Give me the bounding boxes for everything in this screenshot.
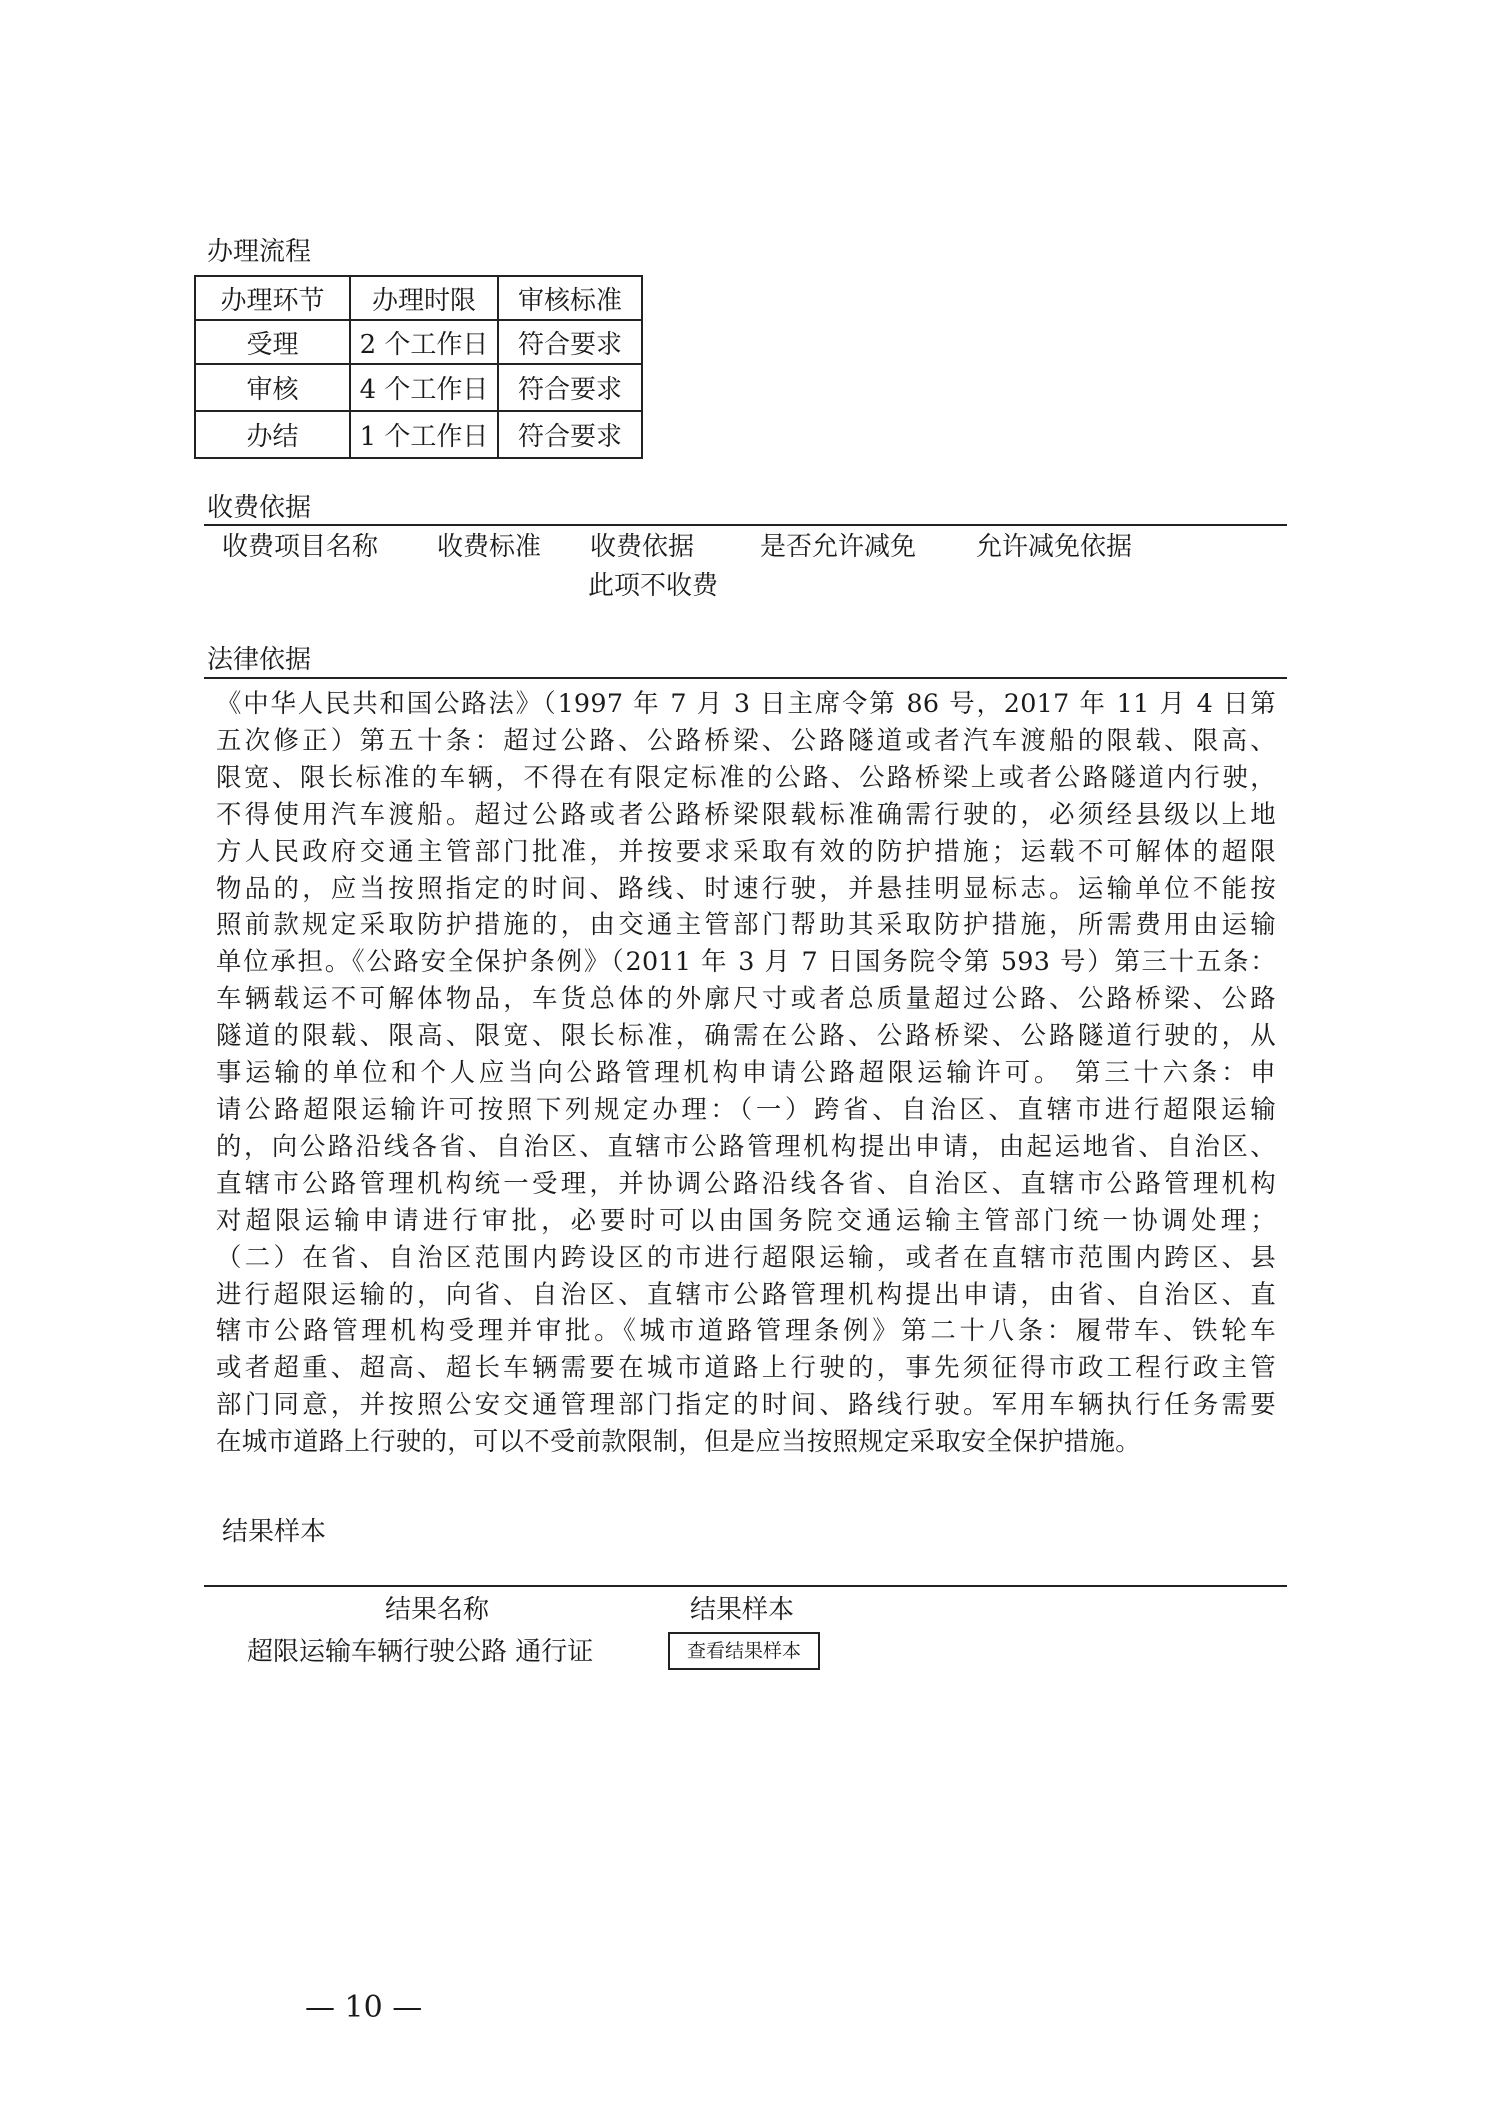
table-cell: 办结 [195,411,350,458]
legal-text-line: 或者超重、超高、超长车辆需要在城市道路上行驶的，事先须征得市政工程行政主管 [216,1352,1276,1383]
table-header-cell: 办理时限 [350,276,498,320]
fee-header-basis: 收费依据 [590,532,695,562]
legal-section-title: 法律依据 [207,645,312,675]
table-cell: 符合要求 [498,411,642,458]
legal-text-line: 限宽、限长标准的车辆，不得在有限定标准的公路、公路桥梁上或者公路隧道内行驶， [216,761,1276,792]
page-number: — 10 — [305,1990,423,2025]
legal-text-line: 单位承担。《公路安全保护条例》（2011 年 3 月 7 日国务院令第 593 号）第三十五条： [216,946,1276,977]
legal-text-line: 进行超限运输的，向省、自治区、直辖市公路管理机构提出申请，由省、自治区、直 [216,1278,1276,1309]
table-row [195,364,642,411]
result-section-title: 结果样本 [222,1517,327,1547]
table-cell: 1 个工作日 [350,411,498,458]
legal-text [216,685,1276,1460]
table-header-row [195,276,642,320]
legal-text-line: 部门同意，并按照公安交通管理部门指定的时间、路线行驶。军用车辆执行任务需要 [216,1389,1276,1420]
table-cell: 符合要求 [498,320,642,364]
fee-header-standard: 收费标准 [437,532,542,562]
legal-text-line: 车辆载运不可解体物品，车货总体的外廓尺寸或者总质量超过公路、公路桥梁、公路 [216,983,1276,1014]
fee-header-reduction-basis: 允许减免依据 [976,532,1133,562]
table-cell: 审核 [195,364,350,411]
legal-text-line: 的，向公路沿线各省、自治区、直辖市公路管理机构提出申请，由起运地省、自治区、 [216,1130,1276,1161]
legal-text-line: 方人民政府交通主管部门批准，并按要求采取有效的防护措施；运载不可解体的超限 [216,835,1276,866]
table-row [195,320,642,364]
process-section-title: 办理流程 [207,237,312,267]
fee-header-reducible: 是否允许减免 [760,532,917,562]
fee-note: 此项不收费 [588,571,719,601]
table-cell: 受理 [195,320,350,364]
legal-text-line: 直辖市公路管理机构统一受理，并协调公路沿线各省、自治区、直辖市公路管理机构 [216,1167,1276,1198]
legal-text-line: 照前款规定采取防护措施的，由交通主管部门帮助其采取防护措施，所需费用由运输 [216,909,1276,940]
fee-header-name: 收费项目名称 [222,532,379,562]
process-table [194,275,643,459]
view-result-sample-button[interactable]: 查看结果样本 [668,1632,820,1670]
result-sample-header: 结果样本 [690,1595,795,1625]
legal-text-line: 在城市道路上行驶的，可以不受前款限制，但是应当按照规定采取安全保护措施。 [216,1426,1141,1457]
legal-text-line: 隧道的限载、限高、限宽、限长标准，确需在公路、公路桥梁、公路隧道行驶的，从 [216,1020,1276,1051]
legal-text-line: （二）在省、自治区范围内跨设区的市进行超限运输，或者在直辖市范围内跨区、县 [216,1241,1276,1272]
legal-text-line: 《中华人民共和国公路法》（1997 年 7 月 3 日主席令第 86 号，2017 年 11 月 4 日第 [216,688,1276,718]
legal-text-line: 事运输的单位和个人应当向公路管理机构申请公路超限运输许可。 第三十六条：申 [216,1057,1276,1088]
result-name: 超限运输车辆行驶公路 通行证 [247,1637,594,1667]
fees-section-title: 收费依据 [207,493,312,523]
table-cell: 符合要求 [498,364,642,411]
table-cell: 2 个工作日 [350,320,498,364]
table-cell: 4 个工作日 [350,364,498,411]
result-divider [204,1585,1287,1587]
table-row [195,411,642,458]
legal-text-line: 对超限运输申请进行审批，必要时可以由国务院交通运输主管部门统一协调处理； [216,1204,1276,1235]
legal-text-line: 不得使用汽车渡船。超过公路或者公路桥梁限载标准确需行驶的，必须经县级以上地 [216,798,1276,829]
fees-divider [204,524,1287,526]
table-header-cell: 办理环节 [195,276,350,320]
legal-text-line: 五次修正）第五十条：超过公路、公路桥梁、公路隧道或者汽车渡船的限载、限高、 [216,724,1276,755]
table-header-cell: 审核标准 [498,276,642,320]
legal-divider [204,677,1287,679]
legal-text-line: 辖市公路管理机构受理并审批。《城市道路管理条例》第二十八条：履带车、铁轮车 [216,1315,1276,1346]
result-name-header: 结果名称 [385,1595,490,1625]
legal-text-line: 物品的，应当按照指定的时间、路线、时速行驶，并悬挂明显标志。运输单位不能按 [216,872,1276,903]
legal-text-line: 请公路超限运输许可按照下列规定办理：（一）跨省、自治区、直辖市进行超限运输 [216,1093,1276,1124]
